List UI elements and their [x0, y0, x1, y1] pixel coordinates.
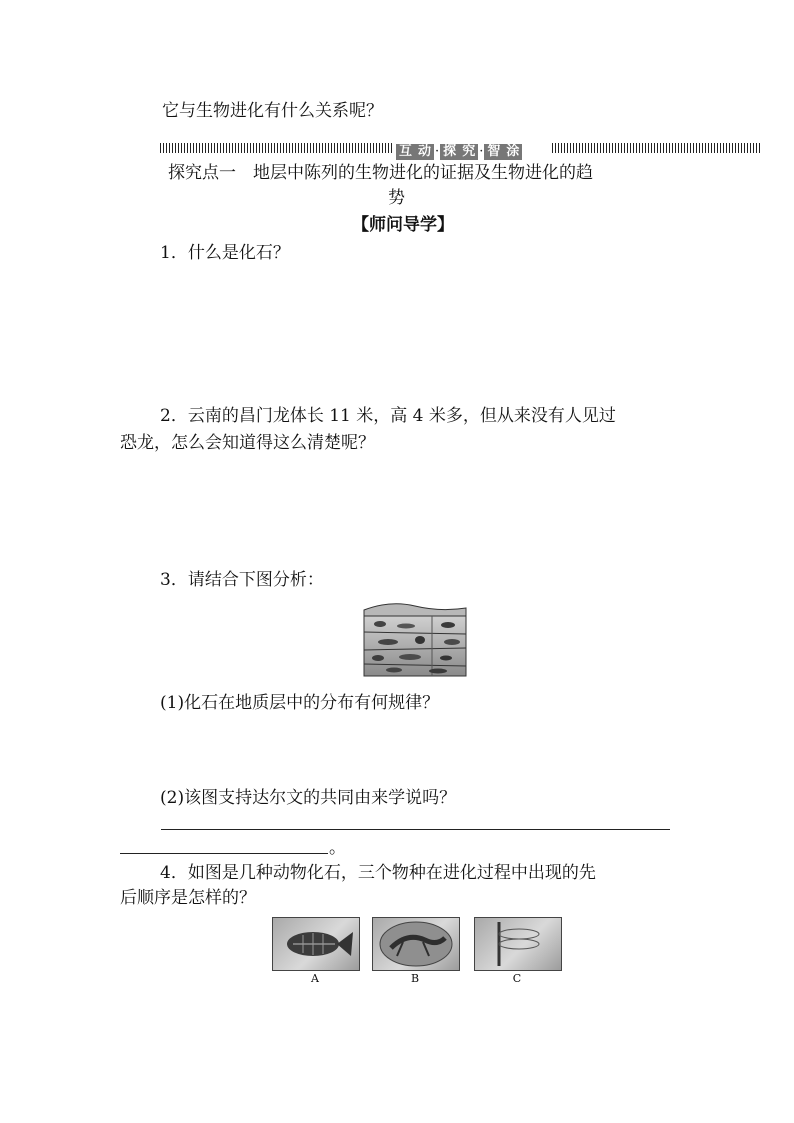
fossil-label-b: B	[410, 972, 420, 985]
answer-line-1	[161, 829, 670, 830]
intro-line: 它与生物进化有什么关系呢？	[162, 101, 383, 121]
question-1: 1．什么是化石？	[160, 243, 290, 263]
fossil-fish-image	[272, 917, 360, 971]
banner-chips	[396, 140, 522, 160]
question-4-line2: 后顺序是怎样的？	[120, 888, 256, 908]
banner-separator: ·	[479, 144, 484, 159]
fossil-dragonfly-image	[474, 917, 562, 971]
banner-hatch-right	[552, 143, 762, 153]
section-heading-line1: 探究点一 地层中陈列的生物进化的证据及生物进化的趋	[168, 163, 593, 183]
banner-chip: 探	[440, 144, 459, 160]
fossil-label-a: A	[311, 972, 319, 985]
subheading: 【师问导学】	[352, 215, 454, 235]
question-2-line1: 2．云南的昌门龙体长 11 米，高 4 米多，但从来没有人见过	[160, 406, 616, 426]
question-3-sub-2: (2)该图支持达尔文的共同由来学说吗？	[160, 788, 457, 808]
banner-chip: 动	[415, 144, 434, 160]
fossil-label-c: C	[512, 972, 522, 985]
section-heading-line2: 势	[388, 188, 405, 208]
answer-end-mark: 。	[329, 838, 346, 858]
banner-chip: 究	[459, 144, 478, 160]
question-3-sub-1: (1)化石在地质层中的分布有何规律？	[160, 693, 440, 713]
fossil-reptile-image	[372, 917, 460, 971]
question-2-line2: 恐龙，怎么会知道得这么清楚呢？	[120, 433, 375, 453]
banner-chip: 互	[396, 144, 415, 160]
section-banner	[160, 140, 762, 159]
answer-line-2	[120, 853, 328, 854]
question-4-line1: 4．如图是几种动物化石，三个物种在进化过程中出现的先	[160, 863, 596, 883]
question-3: 3．请结合下图分析：	[160, 570, 324, 590]
banner-separator: ·	[435, 144, 440, 159]
banner-chip: 智	[484, 144, 503, 160]
strata-diagram	[360, 598, 470, 680]
banner-hatch-left	[160, 143, 392, 153]
banner-chip: 涂	[503, 144, 522, 160]
